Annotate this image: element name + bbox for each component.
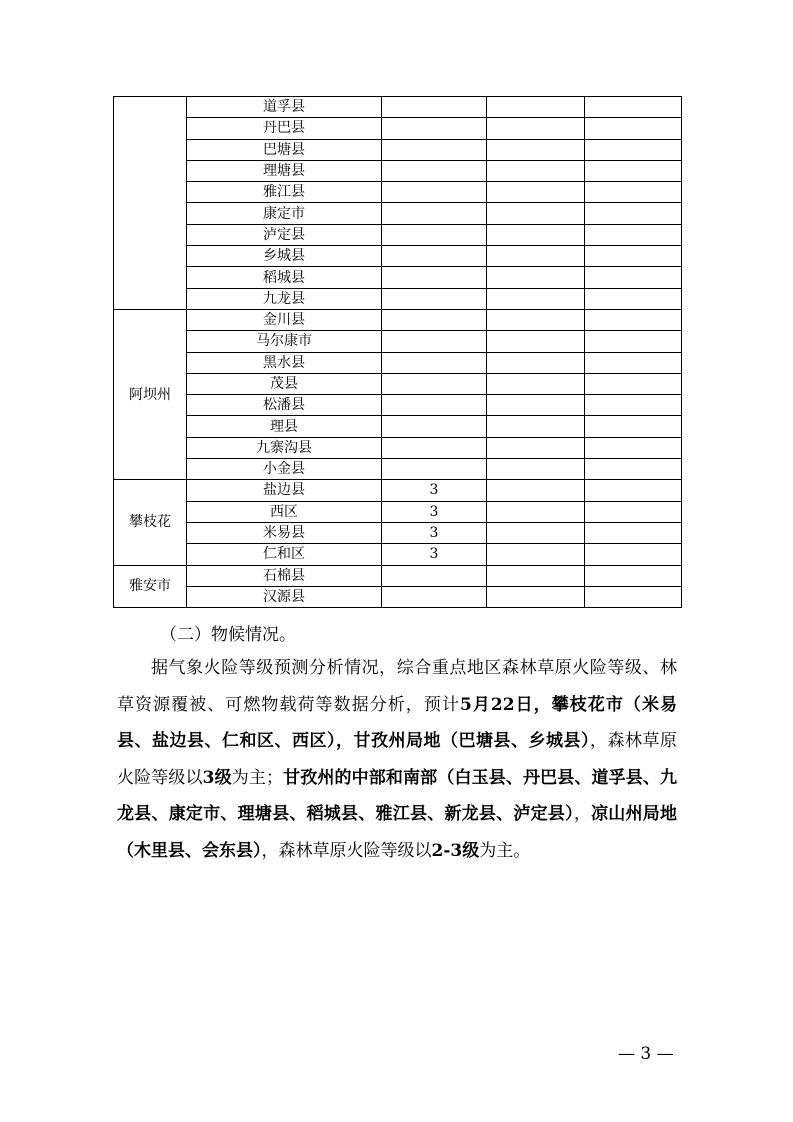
table-row [114, 182, 682, 203]
empty-cell [487, 544, 585, 565]
table-row [114, 352, 682, 373]
risk-level-cell [382, 352, 487, 373]
table-row [114, 267, 682, 288]
county-cell: 乡城县 [187, 246, 382, 267]
table-row [114, 544, 682, 565]
empty-cell [487, 352, 585, 373]
risk-level-cell: 3 [382, 522, 487, 543]
county-cell: 盐边县 [187, 480, 382, 501]
county-cell: 泸定县 [187, 224, 382, 245]
risk-level-cell [382, 586, 487, 607]
risk-level-cell: 3 [382, 544, 487, 565]
county-cell: 黑水县 [187, 352, 382, 373]
county-cell: 巴塘县 [187, 139, 382, 160]
empty-cell [585, 565, 682, 586]
empty-cell [585, 288, 682, 309]
empty-cell [585, 160, 682, 181]
risk-level-cell: 3 [382, 480, 487, 501]
empty-cell [585, 309, 682, 330]
county-cell: 金川县 [187, 309, 382, 330]
table-row [114, 309, 682, 330]
empty-cell [487, 416, 585, 437]
empty-cell [585, 118, 682, 139]
region-cell: 雅安市 [114, 565, 187, 608]
phenology-paragraph [117, 650, 677, 869]
county-cell: 道孚县 [187, 97, 382, 118]
table-row [114, 565, 682, 586]
table-row [114, 118, 682, 139]
empty-cell [487, 267, 585, 288]
region-cell: 阿坝州 [114, 309, 187, 479]
county-cell: 石棉县 [187, 565, 382, 586]
table-row [114, 331, 682, 352]
region-cell: 攀枝花 [114, 480, 187, 565]
empty-cell [487, 97, 585, 118]
text-segment: 为主。 [479, 840, 531, 861]
empty-cell [487, 565, 585, 586]
risk-level-cell [382, 118, 487, 139]
empty-cell [585, 352, 682, 373]
table-row [114, 203, 682, 224]
empty-cell [487, 246, 585, 267]
table-row [114, 586, 682, 607]
text-segment: ， [573, 804, 592, 824]
empty-cell [487, 182, 585, 203]
empty-cell [585, 586, 682, 607]
empty-cell [487, 480, 585, 501]
county-cell: 理县 [187, 416, 382, 437]
empty-cell [487, 118, 585, 139]
empty-cell [487, 203, 585, 224]
empty-cell [487, 437, 585, 458]
county-cell: 雅江县 [187, 182, 382, 203]
page-number: — 3 — [618, 1044, 674, 1064]
empty-cell [487, 309, 585, 330]
empty-cell [585, 267, 682, 288]
table-row [114, 288, 682, 309]
empty-cell [585, 182, 682, 203]
bold-text-segment: 3级 [202, 767, 232, 788]
county-cell: 汉源县 [187, 586, 382, 607]
bold-text-segment: 甘孜州的中部和南部（白玉县、丹巴县、道孚县、九龙县、康定市、理塘县、稻城县、雅江县、新龙县、泸定县） [117, 767, 678, 824]
table-row [114, 501, 682, 522]
bold-text-segment: 5月22日，攀枝花市（米易县、盐边县、仁和区、西区），甘孜州局地（巴塘县、乡城县） [117, 694, 677, 751]
risk-level-cell: 3 [382, 501, 487, 522]
county-cell: 仁和区 [187, 544, 382, 565]
empty-cell [585, 395, 682, 416]
risk-level-cell [382, 139, 487, 160]
empty-cell [585, 416, 682, 437]
empty-cell [585, 544, 682, 565]
county-cell: 米易县 [187, 522, 382, 543]
text-segment: 据气象火险等级预测分析情况，综合重点地区森林草原火险等级、林草资源覆被、可燃物载荷等数据分析，预计 [117, 658, 677, 715]
empty-cell [585, 139, 682, 160]
county-cell: 九龙县 [187, 288, 382, 309]
empty-cell [487, 459, 585, 480]
table-row [114, 437, 682, 458]
risk-level-cell [382, 182, 487, 203]
risk-level-cell [382, 331, 487, 352]
empty-cell [585, 246, 682, 267]
empty-cell [487, 501, 585, 522]
table-row [114, 224, 682, 245]
table-row [114, 522, 682, 543]
empty-cell [487, 139, 585, 160]
empty-cell [487, 331, 585, 352]
paragraph-text [117, 650, 677, 869]
table-row [114, 395, 682, 416]
empty-cell [585, 203, 682, 224]
empty-cell [585, 501, 682, 522]
empty-cell [487, 224, 585, 245]
table-row [114, 246, 682, 267]
county-cell: 松潘县 [187, 395, 382, 416]
county-cell: 小金县 [187, 459, 382, 480]
risk-level-cell [382, 288, 487, 309]
table-row [114, 160, 682, 181]
table-row [114, 139, 682, 160]
risk-level-cell [382, 224, 487, 245]
empty-cell [487, 160, 585, 181]
text-segment: 为主； [231, 767, 284, 788]
empty-cell [585, 437, 682, 458]
risk-level-cell [382, 203, 487, 224]
empty-cell [487, 288, 585, 309]
bold-text-segment: 2-3级 [431, 840, 480, 861]
region-cell [114, 97, 187, 310]
empty-cell [585, 522, 682, 543]
risk-level-cell [382, 246, 487, 267]
risk-level-cell [382, 395, 487, 416]
empty-cell [585, 373, 682, 394]
empty-cell [585, 97, 682, 118]
risk-level-cell [382, 373, 487, 394]
table-row [114, 373, 682, 394]
empty-cell [585, 459, 682, 480]
empty-cell [585, 480, 682, 501]
county-cell: 丹巴县 [187, 118, 382, 139]
risk-level-cell [382, 309, 487, 330]
text-segment: ，森林草原火险等级以 [117, 731, 677, 788]
county-cell: 康定市 [187, 203, 382, 224]
text-segment: ，森林草原火险等级以 [261, 840, 432, 861]
section-heading: （二）物候情况。 [160, 625, 296, 645]
county-cell: 西区 [187, 501, 382, 522]
county-cell: 马尔康市 [187, 331, 382, 352]
risk-level-cell [382, 97, 487, 118]
risk-level-cell [382, 459, 487, 480]
county-cell: 理塘县 [187, 160, 382, 181]
risk-level-cell [382, 267, 487, 288]
county-cell: 茂县 [187, 373, 382, 394]
empty-cell [487, 522, 585, 543]
empty-cell [585, 224, 682, 245]
county-cell: 九寨沟县 [187, 437, 382, 458]
table-row [114, 416, 682, 437]
empty-cell [487, 373, 585, 394]
risk-level-cell [382, 437, 487, 458]
empty-cell [487, 586, 585, 607]
risk-level-cell [382, 416, 487, 437]
risk-level-cell [382, 160, 487, 181]
bold-text-segment: 凉山州局地（木里县、会东县） [117, 804, 677, 861]
county-cell: 稻城县 [187, 267, 382, 288]
fire-risk-table [113, 96, 682, 608]
empty-cell [487, 395, 585, 416]
risk-level-cell [382, 565, 487, 586]
empty-cell [585, 331, 682, 352]
table-row [114, 480, 682, 501]
table-row [114, 459, 682, 480]
table-row [114, 97, 682, 118]
